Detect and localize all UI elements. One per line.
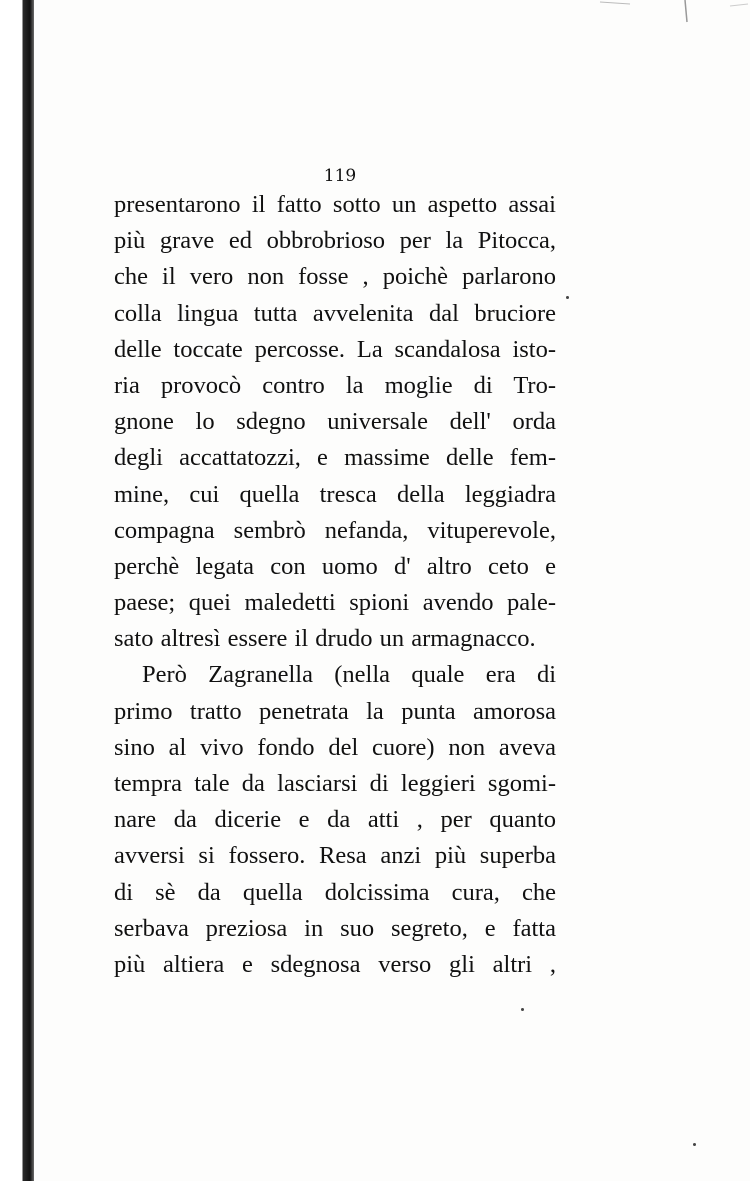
paragraph-2: [114, 657, 556, 983]
text-line: degli accattatozzi, e massime delle fem-: [114, 444, 556, 472]
text-line: più altiera e sdegnosa verso gli altri ,: [114, 950, 556, 978]
ink-speck: [566, 296, 569, 299]
text-line: che il vero non fosse , poichè parlarono: [114, 263, 556, 291]
body-text: [114, 187, 556, 983]
text-line: perchè legata con uomo d' altro ceto e: [114, 552, 556, 580]
text-line: presentarono il fatto sotto un aspetto assai: [114, 191, 556, 218]
text-line: primo tratto penetrata la punta amorosa: [114, 697, 556, 725]
text-line: sino al vivo fondo del cuore) non aveva: [114, 733, 556, 761]
ink-speck: [521, 1008, 524, 1011]
page-number: 119: [323, 166, 357, 186]
text-line: mine, cui quella tresca della leggiadra: [114, 480, 556, 508]
text-line: gnone lo sdegno universale dell' orda: [114, 408, 556, 436]
text-line: colla lingua tutta avvelenita dal bruciore: [114, 299, 556, 327]
text-line: di sè da quella dolcissima cura, che: [114, 878, 556, 906]
text-line: ria provocò contro la moglie di Tro-: [114, 371, 556, 399]
text-line: delle toccate percosse. La scandalosa isto-: [114, 335, 556, 363]
paragraph-1: [114, 187, 556, 657]
text-line: sato altresì essere il drudo un armagnacco.: [114, 625, 536, 653]
ink-speck: [693, 1143, 696, 1146]
text-line: più grave ed obbrobrioso per la Pitocca,: [114, 227, 556, 255]
scan-corner-mark: [590, 0, 750, 28]
text-line: serbava preziosa in suo segreto, e fatta: [114, 914, 556, 942]
text-line: avversi si fossero. Resa anzi più superba: [114, 842, 556, 870]
binding-edge: [0, 0, 34, 1181]
text-line: tempra tale da lasciarsi di leggieri sgomi-: [114, 770, 556, 797]
text-line: paese; quei maledetti spioni avendo pale-: [114, 589, 556, 617]
text-line: Però Zagranella (nella quale era di: [142, 661, 556, 689]
text-line: compagna sembrò nefanda, vituperevole,: [114, 516, 556, 544]
text-line: nare da dicerie e da atti , per quanto: [114, 806, 556, 834]
